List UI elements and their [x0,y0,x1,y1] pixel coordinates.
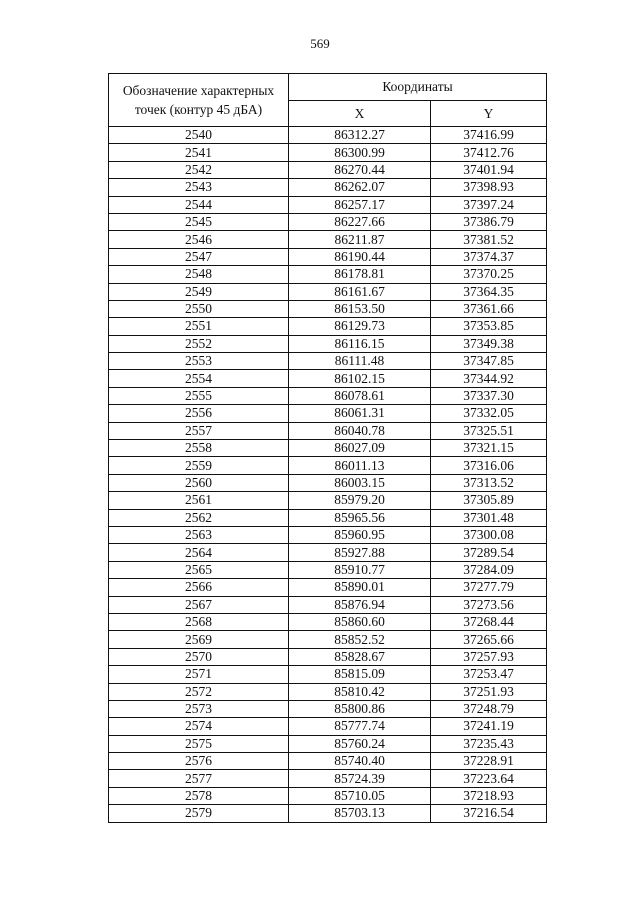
table-row [109,683,547,700]
table-row [109,161,547,178]
y-coordinate-cell: 37301.48 [431,509,547,526]
x-coordinate-cell: 85777.74 [289,718,431,735]
x-coordinate-cell: 85810.42 [289,683,431,700]
y-coordinate-cell: 37398.93 [431,179,547,196]
y-coordinate-cell: 37401.94 [431,161,547,178]
point-cell: 2573 [109,700,289,717]
y-coordinate-cell: 37412.76 [431,144,547,161]
point-cell: 2541 [109,144,289,161]
point-cell: 2570 [109,648,289,665]
x-coordinate-cell: 86129.73 [289,318,431,335]
point-cell: 2556 [109,405,289,422]
x-coordinate-cell: 85740.40 [289,753,431,770]
x-coordinate-cell: 85979.20 [289,492,431,509]
y-coordinate-cell: 37325.51 [431,422,547,439]
x-coordinate-cell: 86161.67 [289,283,431,300]
y-coordinate-cell: 37397.24 [431,196,547,213]
point-cell: 2542 [109,161,289,178]
x-coordinate-cell: 85852.52 [289,631,431,648]
table-row [109,300,547,317]
x-coordinate-cell: 85828.67 [289,648,431,665]
table-row [109,474,547,491]
x-coordinate-cell: 86227.66 [289,213,431,230]
x-coordinate-cell: 86027.09 [289,440,431,457]
table-row [109,666,547,683]
x-coordinate-cell: 86040.78 [289,422,431,439]
point-cell: 2551 [109,318,289,335]
y-coordinate-cell: 37251.93 [431,683,547,700]
point-cell: 2579 [109,805,289,822]
x-coordinate-cell: 85960.95 [289,526,431,543]
point-cell: 2550 [109,300,289,317]
table-row [109,753,547,770]
table-row [109,805,547,822]
y-coordinate-cell: 37347.85 [431,353,547,370]
table-row [109,648,547,665]
point-cell: 2575 [109,735,289,752]
point-cell: 2560 [109,474,289,491]
point-cell: 2544 [109,196,289,213]
x-coordinate-cell: 86061.31 [289,405,431,422]
table-row [109,318,547,335]
table-row [109,544,547,561]
table-row [109,231,547,248]
table-header [109,74,547,127]
table-row [109,213,547,230]
point-cell: 2540 [109,127,289,144]
header-y: Y [431,101,547,127]
x-coordinate-cell: 86257.17 [289,196,431,213]
table-row [109,283,547,300]
x-coordinate-cell: 85890.01 [289,579,431,596]
y-coordinate-cell: 37332.05 [431,405,547,422]
y-coordinate-cell: 37364.35 [431,283,547,300]
y-coordinate-cell: 37268.44 [431,613,547,630]
y-coordinate-cell: 37253.47 [431,666,547,683]
point-cell: 2557 [109,422,289,439]
y-coordinate-cell: 37300.08 [431,526,547,543]
point-cell: 2554 [109,370,289,387]
point-cell: 2553 [109,353,289,370]
point-cell: 2566 [109,579,289,596]
x-coordinate-cell: 86211.87 [289,231,431,248]
x-coordinate-cell: 85703.13 [289,805,431,822]
table-row [109,613,547,630]
y-coordinate-cell: 37313.52 [431,474,547,491]
table-row [109,596,547,613]
x-coordinate-cell: 85760.24 [289,735,431,752]
x-coordinate-cell: 86011.13 [289,457,431,474]
table-body [109,127,547,823]
point-cell: 2545 [109,213,289,230]
y-coordinate-cell: 37257.93 [431,648,547,665]
y-coordinate-cell: 37316.06 [431,457,547,474]
table-row [109,631,547,648]
y-coordinate-cell: 37216.54 [431,805,547,822]
table-row [109,718,547,735]
x-coordinate-cell: 85710.05 [289,787,431,804]
point-cell: 2569 [109,631,289,648]
x-coordinate-cell: 86178.81 [289,266,431,283]
table-row [109,579,547,596]
point-cell: 2561 [109,492,289,509]
table-row [109,196,547,213]
table-row [109,387,547,404]
x-coordinate-cell: 86300.99 [289,144,431,161]
table-row [109,440,547,457]
point-cell: 2572 [109,683,289,700]
table-row [109,335,547,352]
x-coordinate-cell: 86190.44 [289,248,431,265]
header-designation: Обозначение характерных точек (контур 45 дБА) [109,74,289,127]
y-coordinate-cell: 37361.66 [431,300,547,317]
y-coordinate-cell: 37305.89 [431,492,547,509]
y-coordinate-cell: 37349.38 [431,335,547,352]
point-cell: 2548 [109,266,289,283]
x-coordinate-cell: 86111.48 [289,353,431,370]
x-coordinate-cell: 85815.09 [289,666,431,683]
table-row [109,561,547,578]
header-row-top [109,74,547,101]
y-coordinate-cell: 37265.66 [431,631,547,648]
point-cell: 2563 [109,526,289,543]
x-coordinate-cell: 86116.15 [289,335,431,352]
coordinates-table [108,73,547,823]
y-coordinate-cell: 37321.15 [431,440,547,457]
y-coordinate-cell: 37337.30 [431,387,547,404]
y-coordinate-cell: 37289.54 [431,544,547,561]
y-coordinate-cell: 37241.19 [431,718,547,735]
point-cell: 2564 [109,544,289,561]
y-coordinate-cell: 37248.79 [431,700,547,717]
point-cell: 2559 [109,457,289,474]
y-coordinate-cell: 37353.85 [431,318,547,335]
table-row [109,787,547,804]
x-coordinate-cell: 86102.15 [289,370,431,387]
table-row [109,353,547,370]
y-coordinate-cell: 37416.99 [431,127,547,144]
table-row [109,457,547,474]
point-cell: 2567 [109,596,289,613]
y-coordinate-cell: 37218.93 [431,787,547,804]
point-cell: 2547 [109,248,289,265]
y-coordinate-cell: 37273.56 [431,596,547,613]
y-coordinate-cell: 37381.52 [431,231,547,248]
y-coordinate-cell: 37235.43 [431,735,547,752]
x-coordinate-cell: 86153.50 [289,300,431,317]
point-cell: 2562 [109,509,289,526]
point-cell: 2555 [109,387,289,404]
x-coordinate-cell: 85860.60 [289,613,431,630]
table-row [109,127,547,144]
x-coordinate-cell: 86003.15 [289,474,431,491]
x-coordinate-cell: 86312.27 [289,127,431,144]
table-row [109,700,547,717]
y-coordinate-cell: 37370.25 [431,266,547,283]
x-coordinate-cell: 85724.39 [289,770,431,787]
x-coordinate-cell: 85927.88 [289,544,431,561]
point-cell: 2574 [109,718,289,735]
y-coordinate-cell: 37277.79 [431,579,547,596]
table-row [109,144,547,161]
x-coordinate-cell: 85965.56 [289,509,431,526]
point-cell: 2576 [109,753,289,770]
x-coordinate-cell: 86078.61 [289,387,431,404]
x-coordinate-cell: 85800.86 [289,700,431,717]
table-row [109,492,547,509]
point-cell: 2549 [109,283,289,300]
header-x: X [289,101,431,127]
point-cell: 2571 [109,666,289,683]
point-cell: 2568 [109,613,289,630]
x-coordinate-cell: 86262.07 [289,179,431,196]
table-row [109,422,547,439]
table-row [109,509,547,526]
x-coordinate-cell: 85910.77 [289,561,431,578]
y-coordinate-cell: 37344.92 [431,370,547,387]
y-coordinate-cell: 37386.79 [431,213,547,230]
point-cell: 2565 [109,561,289,578]
y-coordinate-cell: 37284.09 [431,561,547,578]
table-row [109,266,547,283]
point-cell: 2577 [109,770,289,787]
point-cell: 2543 [109,179,289,196]
table-row [109,405,547,422]
point-cell: 2552 [109,335,289,352]
table-row [109,179,547,196]
x-coordinate-cell: 86270.44 [289,161,431,178]
x-coordinate-cell: 85876.94 [289,596,431,613]
table-row [109,770,547,787]
page-number: 569 [310,36,330,51]
point-cell: 2558 [109,440,289,457]
table-row [109,526,547,543]
point-cell: 2546 [109,231,289,248]
y-coordinate-cell: 37228.91 [431,753,547,770]
y-coordinate-cell: 37223.64 [431,770,547,787]
table-row [109,248,547,265]
table-row [109,735,547,752]
point-cell: 2578 [109,787,289,804]
header-coordinates: Координаты [289,74,547,101]
y-coordinate-cell: 37374.37 [431,248,547,265]
table-row [109,370,547,387]
